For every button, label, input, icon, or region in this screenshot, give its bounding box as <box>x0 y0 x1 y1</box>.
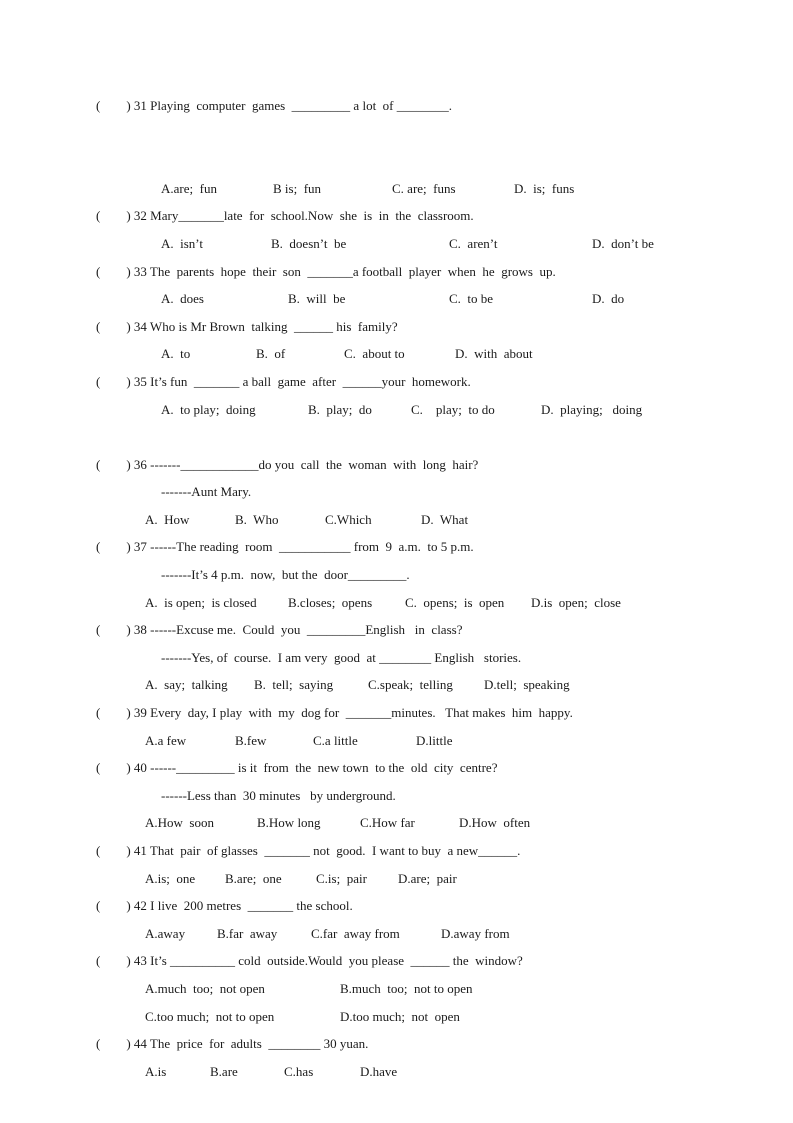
question-42: ( ) 42 I live 200 metres _______ the school. <box>96 898 353 913</box>
option-31-c: C. are; funs <box>392 181 456 196</box>
option-42-c: C.far away from <box>311 926 400 941</box>
question-38: ( ) 38 ------Excuse me. Could you _________English in class? <box>96 622 463 637</box>
answer-line-40: ------Less than 30 minutes by underground. <box>161 788 396 803</box>
option-40-c: C.How far <box>360 815 415 830</box>
option-37-c: C. opens; is open <box>405 595 505 610</box>
question-34: ( ) 34 Who is Mr Brown talking ______ his family? <box>96 319 398 334</box>
option-43-a: A.much too; not open <box>145 981 265 996</box>
option-43-d: D.too much; not open <box>340 1009 460 1024</box>
option-33-d: D. do <box>592 291 625 306</box>
question-40: ( ) 40 ------_________ is it from the new town to the old city centre? <box>96 760 498 775</box>
question-37: ( ) 37 ------The reading room ___________ from 9 a.m. to 5 p.m. <box>96 539 474 554</box>
option-38-d: D.tell; speaking <box>484 677 570 692</box>
question-36: ( ) 36 -------____________do you call the woman with long hair? <box>96 457 479 472</box>
option-41-a: A.is; one <box>145 871 196 886</box>
option-35-b: B. play; do <box>308 402 372 417</box>
option-41-c: C.is; pair <box>316 871 367 886</box>
option-38-c: C.speak; telling <box>368 677 453 692</box>
option-40-b: B.How long <box>257 815 321 830</box>
option-36-d: D. What <box>421 512 469 527</box>
option-34-a: A. to <box>161 346 191 361</box>
option-41-d: D.are; pair <box>398 871 457 886</box>
option-33-c: C. to be <box>449 291 494 306</box>
option-36-c: C.Which <box>325 512 372 527</box>
question-31: ( ) 31 Playing computer games _________ a lot of ________. <box>96 98 453 113</box>
option-39-c: C.a little <box>313 733 358 748</box>
question-33: ( ) 33 The parents hope their son _______a football player when he grows up. <box>96 264 556 279</box>
option-34-b: B. of <box>256 346 286 361</box>
option-36-a: A. How <box>145 512 190 527</box>
option-34-d: D. with about <box>455 346 533 361</box>
question-44: ( ) 44 The price for adults ________ 30 yuan. <box>96 1036 369 1051</box>
option-33-b: B. will be <box>288 291 346 306</box>
option-37-a: A. is open; is closed <box>145 595 257 610</box>
option-41-b: B.are; one <box>225 871 282 886</box>
option-31-d: D. is; funs <box>514 181 575 196</box>
option-38-a: A. say; talking <box>145 677 228 692</box>
question-43: ( ) 43 It’s __________ cold outside.Would you please ______ the window? <box>96 953 523 968</box>
option-44-d: D.have <box>360 1064 398 1079</box>
option-44-b: B.are <box>210 1064 238 1079</box>
option-42-d: D.away from <box>441 926 510 941</box>
answer-line-37: -------It’s 4 p.m. now, but the door_________. <box>161 567 410 582</box>
option-32-c: C. aren’t <box>449 236 498 251</box>
option-40-a: A.How soon <box>145 815 214 830</box>
option-31-b: B is; fun <box>273 181 322 196</box>
option-43-c: C.too much; not to open <box>145 1009 275 1024</box>
option-38-b: B. tell; saying <box>254 677 334 692</box>
option-32-d: D. don’t be <box>592 236 654 251</box>
option-42-a: A.away <box>145 926 186 941</box>
option-35-c: C. play; to do <box>411 402 495 417</box>
question-35: ( ) 35 It’s fun _______ a ball game after ______your homework. <box>96 374 471 389</box>
option-33-a: A. does <box>161 291 204 306</box>
option-35-d: D. playing; doing <box>541 402 643 417</box>
answer-line-36: -------Aunt Mary. <box>161 484 252 499</box>
option-42-b: B.far away <box>217 926 278 941</box>
option-36-b: B. Who <box>235 512 279 527</box>
option-43-b: B.much too; not to open <box>340 981 473 996</box>
question-39: ( ) 39 Every day, I play with my dog for _______minutes. That makes him happy. <box>96 705 573 720</box>
option-35-a: A. to play; doing <box>161 402 256 417</box>
option-39-b: B.few <box>235 733 267 748</box>
option-37-b: B.closes; opens <box>288 595 373 610</box>
option-44-a: A.is <box>145 1064 167 1079</box>
option-44-c: C.has <box>284 1064 314 1079</box>
option-40-d: D.How often <box>459 815 531 830</box>
option-32-b: B. doesn’t be <box>271 236 347 251</box>
option-39-a: A.a few <box>145 733 187 748</box>
option-32-a: A. isn’t <box>161 236 204 251</box>
question-32: ( ) 32 Mary_______late for school.Now she is in the classroom. <box>96 208 474 223</box>
option-31-a: A.are; fun <box>161 181 217 196</box>
question-41: ( ) 41 That pair of glasses _______ not good. I want to buy a new______. <box>96 843 521 858</box>
option-39-d: D.little <box>416 733 453 748</box>
option-34-c: C. about to <box>344 346 405 361</box>
option-37-d: D.is open; close <box>531 595 621 610</box>
answer-line-38: -------Yes, of course. I am very good at ________ English stories. <box>161 650 522 665</box>
